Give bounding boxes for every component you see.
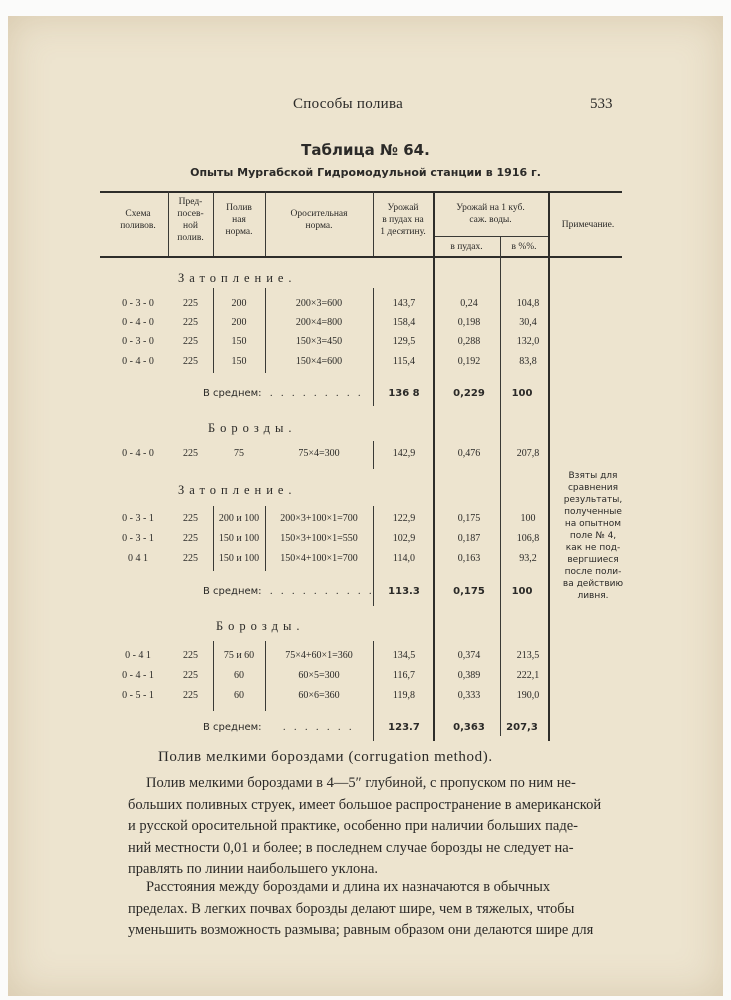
cell-urozh: 102,9 (392, 533, 416, 544)
cell-urozh: 119,8 (392, 690, 416, 701)
cell-schema: 0 - 4 1 (125, 650, 151, 661)
running-title: Способы полива (293, 96, 404, 112)
table-row (8, 317, 723, 333)
cell-pred: 225 (183, 356, 198, 367)
col-header-orosit: норма. (305, 221, 333, 231)
cell-pred: 225 (183, 513, 198, 524)
cell-v-pct: 132,0 (516, 336, 540, 347)
cell-v-pudah: 0,192 (457, 356, 481, 367)
table-rule-top (100, 191, 622, 193)
text-line: ний местности 0,01 и более; в последнем случае борозды не следует на- (128, 839, 574, 856)
cell-v-pudah: 0,187 (457, 533, 481, 544)
col-header-urozh-kub: саж. воды. (469, 215, 512, 225)
cell-v-pct: 83,8 (519, 356, 537, 367)
text-line: пределах. В легких почвах борозды делают шире, чем в тяжелых, чтобы (128, 900, 575, 917)
average-v-pct: 100 (511, 586, 533, 597)
table-row (8, 298, 723, 314)
cell-pred: 225 (183, 650, 198, 661)
cell-poliv: 200 (231, 298, 247, 309)
col-header-schema: поливов. (120, 221, 156, 231)
cell-poliv: 200 и 100 (218, 513, 260, 524)
average-row (8, 722, 723, 738)
col-header-urozh: Урожай (387, 203, 419, 213)
cell-urozh: 158,4 (392, 317, 416, 328)
cell-orosit: 150×3=450 (295, 336, 343, 347)
note-line: как не под- (565, 543, 621, 553)
col-header-urozh: в пудах на (382, 215, 424, 225)
cell-schema: 0 - 3 - 1 (122, 533, 154, 544)
note-line: вергшиеся (567, 555, 619, 565)
note-line: ливня. (577, 591, 609, 601)
cell-orosit: 200×4=800 (295, 317, 343, 328)
cell-orosit: 150×3+100×1=550 (280, 533, 358, 544)
average-v-pudah: 0,175 (453, 586, 485, 597)
leader-dots: . . . . . . . (283, 722, 355, 733)
cell-poliv: 150 (231, 356, 247, 367)
note-line: Взяты для (568, 471, 618, 481)
cell-urozh: 143,7 (392, 298, 416, 309)
table-row (8, 448, 723, 464)
cell-schema: 0 4 1 (128, 553, 148, 564)
leader-dots: . . . . . . . . . . (270, 586, 375, 597)
cell-v-pct: 222,1 (516, 670, 540, 681)
cell-v-pct: 207,8 (516, 448, 540, 459)
section-label: Борозды. (216, 619, 305, 633)
cell-v-pct: 190,0 (516, 690, 540, 701)
cell-pred: 225 (183, 690, 198, 701)
col-header-pred: ной (183, 221, 198, 231)
cell-v-pct: 30,4 (519, 317, 537, 328)
cell-v-pudah: 0,374 (457, 650, 481, 661)
cell-poliv: 60 (234, 690, 244, 701)
col-header-v-pct: в %%. (511, 242, 537, 252)
cell-schema: 0 - 5 - 1 (122, 690, 154, 701)
paragraph (128, 773, 648, 881)
note-line: поле № 4, (569, 531, 617, 541)
cell-orosit: 200×3+100×1=700 (280, 513, 358, 524)
col-header-poliv: Полив (226, 203, 252, 213)
cell-pred: 225 (183, 533, 198, 544)
cell-urozh: 129,5 (392, 336, 416, 347)
col-header-urozh: 1 десятину. (380, 227, 426, 237)
cell-v-pct: 213,5 (516, 650, 540, 661)
average-urozh: 136 8 (388, 388, 420, 399)
col-header-pred: посев- (177, 209, 204, 219)
cell-v-pudah: 0,163 (457, 553, 481, 564)
page-number: 533 (590, 96, 613, 112)
cell-v-pct: 100 (520, 513, 536, 524)
col-header-poliv: норма. (225, 227, 253, 237)
col-header-v-pudah: в пудах. (450, 242, 483, 252)
table-title: Таблица № 64. (301, 141, 430, 159)
col-header-schema: Схема (125, 209, 151, 219)
cell-orosit: 75×4+60×1=360 (285, 650, 353, 661)
cell-urozh: 142,9 (392, 448, 416, 459)
cell-urozh: 114,0 (392, 553, 416, 564)
cell-poliv: 60 (234, 670, 244, 681)
cell-v-pct: 104,8 (516, 298, 540, 309)
cell-orosit: 75×4=300 (298, 448, 340, 459)
section-label: Затопление. (178, 271, 297, 285)
cell-poliv: 150 и 100 (218, 533, 260, 544)
col-header-orosit: Оросительная (290, 209, 348, 219)
col-header-pred: Пред- (178, 197, 203, 207)
col-header-note: Примечание. (561, 220, 615, 230)
cell-urozh: 134,5 (392, 650, 416, 661)
page-header (8, 96, 723, 116)
cell-pred: 225 (183, 553, 198, 564)
cell-pred: 225 (183, 336, 198, 347)
cell-schema: 0 - 4 - 0 (122, 448, 154, 459)
average-v-pct: 100 (511, 388, 533, 399)
cell-v-pudah: 0,198 (457, 317, 481, 328)
col-header-poliv: ная (232, 215, 246, 225)
cell-poliv: 75 и 60 (223, 650, 255, 661)
leader-dots: . . . . . . . . . (270, 388, 364, 399)
text-line: больших поливных струек, имеет большое распространение в американской (128, 796, 602, 813)
book-page (8, 16, 723, 996)
cell-orosit: 150×4=600 (295, 356, 343, 367)
cell-v-pudah: 0,476 (457, 448, 481, 459)
average-urozh: 123.7 (388, 722, 420, 733)
paragraph (128, 877, 648, 942)
table-row (8, 356, 723, 372)
text-line: правлять по линии наибольшего уклона. (128, 861, 379, 877)
cell-urozh: 122,9 (392, 513, 416, 524)
note-line: ва действию (562, 579, 624, 589)
average-label: В среднем: (203, 722, 262, 733)
table-row (8, 690, 723, 706)
cell-v-pudah: 0,288 (457, 336, 481, 347)
note-line: на опытном (564, 519, 622, 529)
cell-pred: 225 (183, 317, 198, 328)
table-row (8, 670, 723, 686)
cell-urozh: 116,7 (392, 670, 416, 681)
cell-pred: 225 (183, 670, 198, 681)
text-line: Расстояния между бороздами и длина их назначаются в обычных (146, 879, 551, 895)
average-v-pudah: 0,229 (453, 388, 485, 399)
table-row (8, 336, 723, 352)
note-line: после поли- (564, 567, 622, 577)
text-line: уменьшить возможность размыва; равным образом они делаются шире для (128, 922, 594, 938)
average-v-pct: 207,3 (506, 722, 538, 733)
col-header-urozh-kub: Урожай на 1 куб. (456, 203, 525, 213)
average-label: В среднем: (203, 388, 262, 399)
cell-v-pct: 93,2 (519, 553, 537, 564)
cell-v-pudah: 0,389 (457, 670, 481, 681)
table-row (8, 650, 723, 666)
note-line: результаты, (563, 495, 623, 505)
table-note (553, 470, 633, 602)
cell-orosit: 200×3=600 (295, 298, 343, 309)
cell-schema: 0 - 4 - 0 (122, 356, 154, 367)
cell-pred: 225 (183, 298, 198, 309)
text-line: Полив мелкими бороздами в 4—5″ глубиной, с пропуском по ним не- (146, 775, 576, 791)
average-urozh: 113.3 (388, 586, 420, 597)
cell-poliv: 75 (234, 448, 244, 459)
cell-v-pct: 106,8 (516, 533, 540, 544)
average-row (8, 388, 723, 404)
cell-orosit: 60×6=360 (298, 690, 340, 701)
col-header-pred: полив. (177, 233, 204, 243)
note-line: полученные (564, 507, 622, 517)
average-label: В среднем: (203, 586, 262, 597)
cell-schema: 0 - 3 - 0 (122, 336, 154, 347)
cell-urozh: 115,4 (392, 356, 416, 367)
text-line: и русской оросительной практике, особенно при наличии больших паде- (128, 818, 578, 834)
cell-poliv: 150 (231, 336, 247, 347)
cell-schema: 0 - 3 - 1 (122, 513, 154, 524)
section-label: Борозды. (208, 421, 297, 435)
section-heading: Полив мелкими бороздами (corrugation method). (158, 749, 493, 765)
cell-poliv: 150 и 100 (218, 553, 260, 564)
table-rule-subheader (433, 236, 548, 237)
table-rule-header-bottom (100, 256, 622, 258)
average-v-pudah: 0,363 (453, 722, 485, 733)
cell-v-pudah: 0,333 (457, 690, 481, 701)
cell-orosit: 60×5=300 (298, 670, 340, 681)
note-line: сравнения (567, 483, 619, 493)
table-subtitle: Опыты Мургабской Гидромодульной станции в 1916 г. (190, 166, 541, 179)
cell-schema: 0 - 3 - 0 (122, 298, 154, 309)
section-label: Затопление. (178, 483, 297, 497)
cell-v-pudah: 0,24 (460, 298, 478, 309)
cell-schema: 0 - 4 - 1 (122, 670, 154, 681)
cell-poliv: 200 (231, 317, 247, 328)
cell-schema: 0 - 4 - 0 (122, 317, 154, 328)
cell-pred: 225 (183, 448, 198, 459)
cell-v-pudah: 0,175 (457, 513, 481, 524)
cell-orosit: 150×4+100×1=700 (280, 553, 358, 564)
